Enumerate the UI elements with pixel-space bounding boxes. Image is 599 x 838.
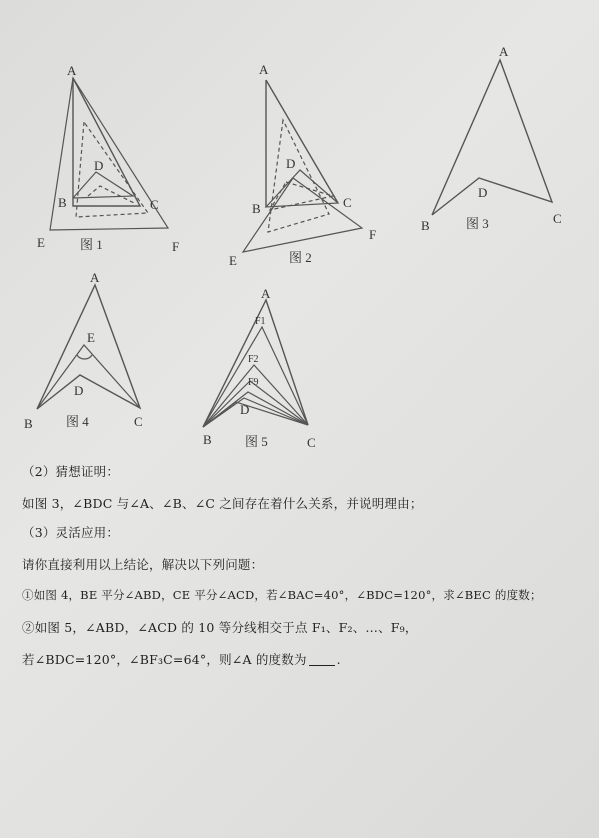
fig5-label-a: A xyxy=(261,286,271,301)
fig4-label-a: A xyxy=(90,270,100,285)
fig2-label-a: A xyxy=(259,62,269,77)
fig3-label-a: A xyxy=(499,44,509,59)
section2-question: 如图 3，∠BDC 与∠A、∠B、∠C 之间存在着什么关系，并说明理由； xyxy=(22,496,423,511)
fig2-caption: 图 2 xyxy=(289,250,312,265)
section2-heading: （2）猜想证明： xyxy=(22,464,120,479)
fig2-label-b: B xyxy=(252,201,261,216)
fig3-label-b: B xyxy=(421,218,430,233)
fig5-label-d: D xyxy=(240,402,250,417)
fig2-label-c: C xyxy=(343,195,352,210)
fig1-label-c: C xyxy=(150,197,159,212)
fig5-label-f2: F2 xyxy=(248,354,259,365)
section3-heading: （3）灵活应用： xyxy=(22,525,120,540)
fig2-label-e: E xyxy=(229,253,237,268)
fig3-label-d: D xyxy=(478,185,488,200)
fig1-label-a: A xyxy=(67,63,77,78)
section3-item1: ①如图 4，BE 平分∠ABD，CE 平分∠ACD，若∠BAC=40°，∠BDC=120°，求∠BEC 的度数； xyxy=(22,588,542,602)
fig5-label-f9: F9 xyxy=(248,377,259,388)
fig4-label-c: C xyxy=(134,414,143,429)
fig1-label-d: D xyxy=(94,158,104,173)
section3-intro: 请你直接利用以上结论，解决以下列问题： xyxy=(22,557,264,572)
item2-line2-text: 若∠BDC=120°，∠BF₃C=64°，则∠A 的度数为 xyxy=(22,652,307,667)
fig1-label-f: F xyxy=(172,239,180,254)
fig2-label-d: D xyxy=(286,156,296,171)
fig4-label-b: B xyxy=(24,416,33,431)
section3-item2-line2 xyxy=(22,650,341,668)
fig2-label-f: F xyxy=(369,227,377,242)
fig4-caption: 图 4 xyxy=(66,414,89,429)
fig1-label-e: E xyxy=(37,235,45,250)
fig4-label-e: E xyxy=(87,330,95,345)
fig3-label-c: C xyxy=(553,211,562,226)
figure-3 xyxy=(432,60,552,215)
answer-blank xyxy=(309,665,335,666)
figure-4 xyxy=(37,285,140,409)
figure-2 xyxy=(243,80,362,252)
fig4-label-d: D xyxy=(74,383,84,398)
fig5-caption: 图 5 xyxy=(245,434,268,449)
fig1-caption: 图 1 xyxy=(80,237,103,252)
fig5-label-c: C xyxy=(307,435,316,450)
fig3-caption: 图 3 xyxy=(466,216,489,231)
section3-item2-line1: ②如图 5，∠ABD，∠ACD 的 10 等分线相交于点 F₁、F₂、…、F₉， xyxy=(22,620,418,635)
fig5-label-f1: F1 xyxy=(255,316,266,327)
fig1-label-b: B xyxy=(58,195,67,210)
fig5-label-b: B xyxy=(203,432,212,447)
item2-line2-end: . xyxy=(336,652,341,667)
